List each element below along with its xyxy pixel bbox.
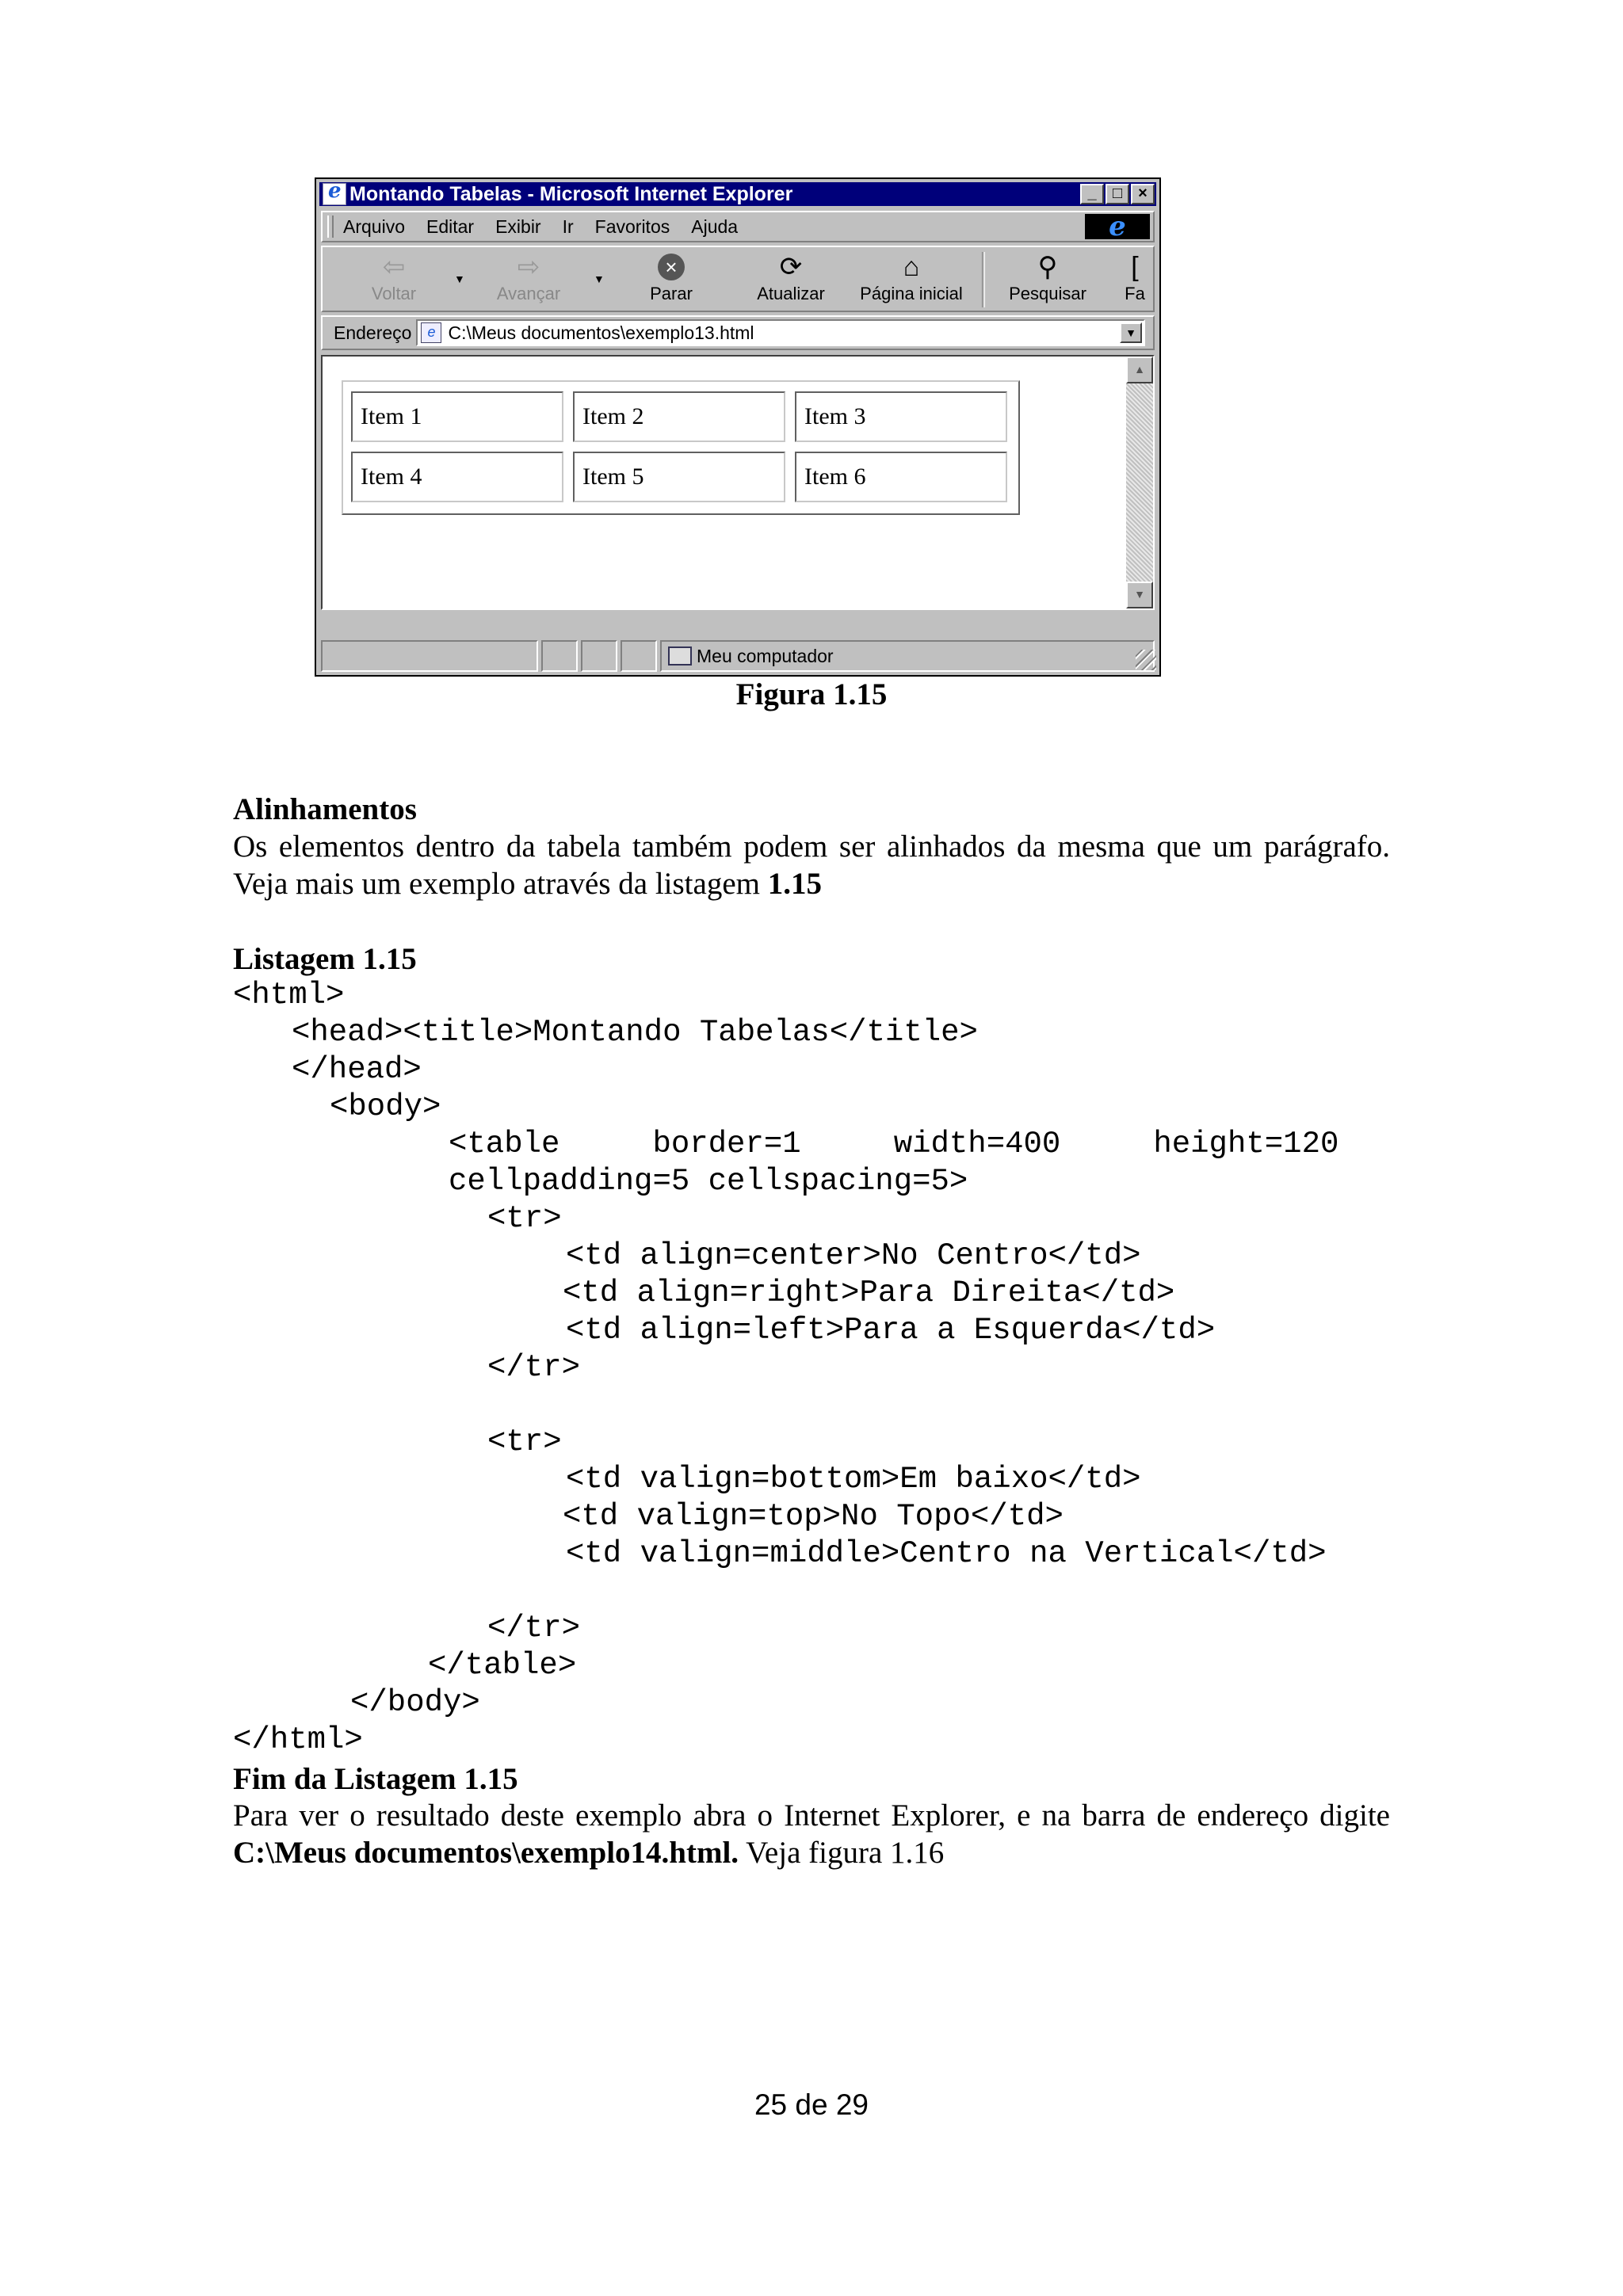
code-line: </tr> [487,1350,581,1385]
ie-e-icon: e [1109,211,1126,242]
stop-label: Parar [650,284,693,303]
file-path: C:\Meus documentos\exemplo14.html. [233,1836,739,1870]
listing-reference: 1.15 [767,867,822,901]
title-bar[interactable] [319,182,1156,206]
refresh-button[interactable] [747,250,834,304]
standard-toolbar [321,246,1155,312]
paragraph [233,1797,1390,1871]
menu-ir[interactable]: Ir [562,215,574,237]
table-cell: Item 5 [573,452,785,502]
code-line: </html> [233,1722,363,1757]
refresh-label: Atualizar [757,284,825,303]
code-line: <table border=1 width=400 height=120 [449,1127,1339,1161]
back-button[interactable] [362,250,426,304]
status-text-pane [321,640,538,672]
code-line: </head> [292,1052,422,1087]
page-number: 25 de 29 [754,2088,869,2121]
code-line: <tr> [487,1425,562,1459]
toolbar-separator [982,252,985,307]
forward-arrow-icon: ⇨ [517,252,540,282]
table-cell: Item 2 [573,391,785,442]
back-label: Voltar [371,284,417,303]
forward-button[interactable] [489,250,568,304]
code-line: </table> [428,1648,577,1683]
status-zone-label: Meu computador [697,645,834,666]
back-dropdown-icon[interactable]: ▼ [454,273,465,285]
menu-editar[interactable]: Editar [426,215,475,237]
page-icon: e [421,322,441,343]
search-button[interactable] [996,250,1099,304]
address-input[interactable] [416,319,1145,346]
search-icon: ⚲ [1037,252,1058,282]
stop-icon: × [640,250,703,284]
code-line: <body> [330,1089,441,1124]
code-line: <head><title>Montando Tabelas</title> [292,1015,978,1050]
vertical-scrollbar[interactable] [1126,357,1153,608]
minimize-button[interactable]: _ [1080,184,1104,204]
favorites-button[interactable] [1115,250,1155,304]
code-line: <td align=left>Para a Esquerda</td> [566,1313,1216,1348]
code-line: <td align=right>Para Direita</td> [563,1276,1175,1310]
scroll-down-icon[interactable]: ▼ [1126,582,1153,608]
ie-app-icon [323,183,346,205]
window-title: Montando Tabelas - Microsoft Internet Explorer [349,183,793,205]
code-line: <td align=center>No Centro</td> [566,1238,1141,1273]
paragraph-text: Para ver o resultado deste exemplo abra o Internet Explorer, e na barra de endereço digite [233,1798,1390,1833]
code-line: <html> [233,978,345,1013]
maximize-button[interactable]: □ [1106,184,1129,204]
stop-button[interactable] [640,250,703,304]
figure-caption: Figura 1.15 [735,677,888,711]
refresh-icon: ⟳ [779,252,803,282]
menubar-grip[interactable] [327,215,334,238]
listing-end-heading: Fim da Listagem 1.15 [233,1762,518,1796]
section-heading: Alinhamentos [233,792,417,826]
status-bar [321,640,1155,672]
code-line: <td valign=bottom>Em baixo</td> [566,1462,1141,1497]
menu-bar [321,211,1155,242]
address-bar [321,315,1155,350]
code-line: <td valign=top>No Topo</td> [563,1499,1064,1534]
address-label: Endereço [334,322,412,343]
paragraph [233,828,1390,902]
back-arrow-icon: ⇦ [382,252,406,282]
table-cell: Item 6 [795,452,1007,502]
home-icon: ⌂ [903,251,920,282]
listing-heading: Listagem 1.15 [233,942,417,976]
menu-ajuda[interactable]: Ajuda [691,215,739,237]
status-zone-pane [660,640,1155,672]
resize-grip-icon[interactable] [1136,650,1156,670]
rendered-table [342,380,1020,515]
address-value: C:\Meus documentos\exemplo13.html [448,322,754,343]
table-cell: Item 1 [351,391,563,442]
forward-dropdown-icon[interactable]: ▼ [594,273,605,285]
menu-exibir[interactable]: Exibir [495,215,541,237]
table-cell: Item 4 [351,452,563,502]
paragraph-text: Os elementos dentro da tabela também podem ser alinhados da mesma que um parágrafo. Veja mais um exemplo através da listagem [233,830,1390,901]
address-dropdown-icon[interactable]: ▼ [1120,322,1142,343]
paragraph-text: Veja figura 1.16 [739,1836,945,1870]
status-pane [581,640,617,672]
ie-throbber-logo [1085,211,1150,242]
table-cell: Item 3 [795,391,1007,442]
close-button[interactable]: × [1131,184,1155,204]
menu-arquivo[interactable]: Arquivo [343,215,405,237]
code-line: <tr> [487,1201,562,1236]
code-line: </body> [350,1685,480,1720]
search-label: Pesquisar [1009,284,1086,303]
home-label: Página inicial [860,284,963,303]
favorites-icon: [ [1131,251,1139,282]
page-content-area [321,355,1155,610]
status-pane [621,640,657,672]
code-line: <td valign=middle>Centro na Vertical</td> [566,1536,1327,1571]
code-line: cellpadding=5 cellspacing=5> [449,1164,968,1199]
status-progress-pane [541,640,578,672]
favorites-label: Fa [1125,284,1145,303]
menu-favoritos[interactable]: Favoritos [594,215,670,237]
code-line: </tr> [487,1611,581,1646]
scroll-up-icon[interactable]: ▲ [1126,357,1153,383]
computer-icon [668,646,692,666]
forward-label: Avançar [496,284,561,303]
home-button[interactable] [852,250,971,304]
browser-window-figure [315,177,1161,677]
